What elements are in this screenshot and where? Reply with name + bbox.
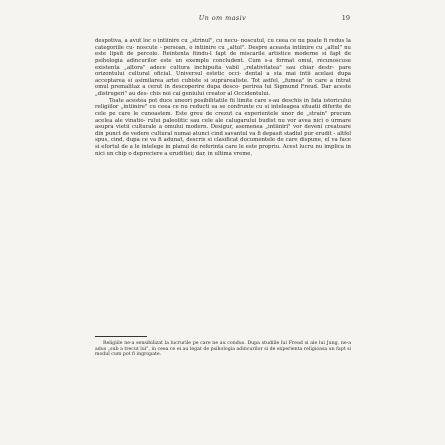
running-title: Un om masiv xyxy=(198,14,247,22)
paragraph: Toate acestea pot duce uneori posibilitatile fii limite care s-au deschis in fata istoricului religiilor „intiinire" cu ceea ce nu reducti sa se confrunte cu si inteleagea situatii diferite de cele pe care le cunoastem. Este greu de crezut ca experientele unor de „strain" precum acelea ale vinatio- rului paleolitic sau cele ale calugarului budist nu vor avea nici o urmare asupra vietii culturale a omului modern. Desigur, asemenea „intiiniri" vor deveni creatoare din punct de vedere cultural numai atunci cind savantul va fi depasit stadiul pur erudit - altfel spus, cind, dupa ce va fi adunat, descris si clasificat documentele de care dispune, el va face si efortul de a le intelege in planul de referinta care le este propriu. Acest lucru nu implica in nici un chip o depreciere a eruditiei; dar, in ultima vreme, xyxy=(95,97,351,157)
paragraph: despotiva, a avut loc o intiinire cu „strinul", cu necu- noscutul, cu ceea ce nu poate fi redus la categoriile cu- noscute - persoan, o intiinire cu „altul". Despre aceasta intiinire cu „altul" nu este lipsit de percole. Reintenta fiindu-l fapt de miscarile artistice moderne si fapt de psihologia adincurilor este un exemplu concludent. Cum s-a format omul, recunoscuse existenta „altora" adece cultura inchipuita vabil „relativitatea" sau chiar destr- pare orizontului cultural oficial. Universul estetic occi- dental a sta mai intii acelasi dupa acceptarea si asimilarea artei cubiste si suprarealiste. Tot astfel, „fumea" in care a intrat omul premalitaz a cerut in descoperire dupa desco- perirea lui Sigmund Freud. Dar aceste „distrugeri" au des- chis noi cai geniului creator al Occidentului. xyxy=(95,38,351,97)
body-text xyxy=(95,38,351,157)
page-header xyxy=(0,14,445,28)
footnote-text: Religiile ne-a sensibilizat la lucrurile pe care ne au condus. Dupa studiile lui Freud si ale lui Jung, ne-a adus „sub a trecut lui", in ceea ce ei au legat de psihologia adincurilor si de experienta religioasa un fapt si modul cum pot fi ingropate. xyxy=(95,341,351,358)
page-number: 19 xyxy=(341,14,350,22)
footnote xyxy=(95,341,351,358)
footnote-divider xyxy=(95,336,147,337)
